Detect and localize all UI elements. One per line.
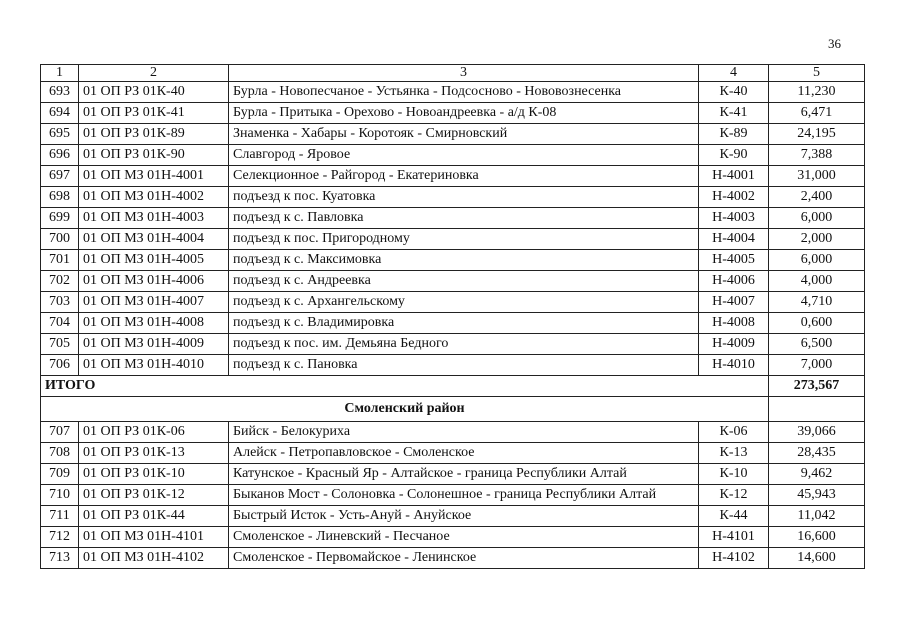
total-value: 273,567 [769, 376, 865, 397]
road-index: Н-4005 [699, 250, 769, 271]
road-code: 01 ОП РЗ 01К-12 [79, 485, 229, 506]
road-length: 6,471 [769, 103, 865, 124]
header-col-3: 3 [229, 65, 699, 82]
total-label: ИТОГО [41, 376, 769, 397]
road-index: К-44 [699, 506, 769, 527]
road-code: 01 ОП РЗ 01К-10 [79, 464, 229, 485]
roads-table [40, 64, 865, 569]
road-name: Селекционное - Райгород - Екатериновка [229, 166, 699, 187]
road-code: 01 ОП МЗ 01Н-4102 [79, 548, 229, 569]
row-number: 710 [41, 485, 79, 506]
road-code: 01 ОП МЗ 01Н-4006 [79, 271, 229, 292]
road-name: подъезд к с. Максимовка [229, 250, 699, 271]
row-number: 706 [41, 355, 79, 376]
road-index: К-40 [699, 82, 769, 103]
road-name: Быстрый Исток - Усть-Ануй - Ануйское [229, 506, 699, 527]
road-index: Н-4001 [699, 166, 769, 187]
row-number: 699 [41, 208, 79, 229]
table-row [41, 485, 865, 506]
row-number: 708 [41, 443, 79, 464]
road-name: Бурла - Новопесчаное - Устьянка - Подсосново - Нововознесенка [229, 82, 699, 103]
row-number: 712 [41, 527, 79, 548]
table-row [41, 187, 865, 208]
road-code: 01 ОП МЗ 01Н-4010 [79, 355, 229, 376]
row-number: 709 [41, 464, 79, 485]
table-row [41, 82, 865, 103]
road-length: 14,600 [769, 548, 865, 569]
table-row [41, 464, 865, 485]
road-length: 0,600 [769, 313, 865, 334]
road-code: 01 ОП РЗ 01К-06 [79, 422, 229, 443]
road-code: 01 ОП МЗ 01Н-4008 [79, 313, 229, 334]
road-name: подъезд к пос. им. Демьяна Бедного [229, 334, 699, 355]
road-index: К-41 [699, 103, 769, 124]
road-length: 39,066 [769, 422, 865, 443]
road-code: 01 ОП РЗ 01К-40 [79, 82, 229, 103]
road-length: 6,500 [769, 334, 865, 355]
road-index: К-12 [699, 485, 769, 506]
road-name: подъезд к с. Андреевка [229, 271, 699, 292]
row-number: 700 [41, 229, 79, 250]
table-row [41, 443, 865, 464]
road-length: 4,710 [769, 292, 865, 313]
road-name: Быканов Мост - Солоновка - Солонешное - граница Республики Алтай [229, 485, 699, 506]
road-length: 6,000 [769, 208, 865, 229]
road-length: 6,000 [769, 250, 865, 271]
header-col-2: 2 [79, 65, 229, 82]
road-name: Бурла - Притыка - Орехово - Новоандреевка - а/д К-08 [229, 103, 699, 124]
row-number: 698 [41, 187, 79, 208]
road-code: 01 ОП МЗ 01Н-4003 [79, 208, 229, 229]
road-index: Н-4102 [699, 548, 769, 569]
road-length: 28,435 [769, 443, 865, 464]
road-code: 01 ОП РЗ 01К-13 [79, 443, 229, 464]
section-row [41, 397, 865, 422]
road-name: Смоленское - Линевский - Песчаное [229, 527, 699, 548]
road-name: подъезд к с. Архангельскому [229, 292, 699, 313]
road-index: Н-4003 [699, 208, 769, 229]
table-row [41, 103, 865, 124]
row-number: 704 [41, 313, 79, 334]
table-row [41, 548, 865, 569]
table-row [41, 334, 865, 355]
road-index: К-13 [699, 443, 769, 464]
row-number: 696 [41, 145, 79, 166]
road-code: 01 ОП РЗ 01К-89 [79, 124, 229, 145]
table-row [41, 355, 865, 376]
road-name: Бийск - Белокуриха [229, 422, 699, 443]
road-code: 01 ОП МЗ 01Н-4101 [79, 527, 229, 548]
row-number: 711 [41, 506, 79, 527]
road-code: 01 ОП МЗ 01Н-4009 [79, 334, 229, 355]
road-length: 45,943 [769, 485, 865, 506]
road-index: К-90 [699, 145, 769, 166]
road-name: Славгород - Яровое [229, 145, 699, 166]
table-row [41, 313, 865, 334]
road-name: подъезд к с. Владимировка [229, 313, 699, 334]
row-number: 697 [41, 166, 79, 187]
table-row [41, 208, 865, 229]
section-empty-cell [769, 397, 865, 422]
road-name: Знаменка - Хабары - Коротояк - Смирновский [229, 124, 699, 145]
row-number: 703 [41, 292, 79, 313]
road-name: подъезд к пос. Пригородному [229, 229, 699, 250]
table-row [41, 145, 865, 166]
road-name: Катунское - Красный Яр - Алтайское - граница Республики Алтай [229, 464, 699, 485]
road-index: К-10 [699, 464, 769, 485]
row-number: 694 [41, 103, 79, 124]
row-number: 695 [41, 124, 79, 145]
road-length: 11,230 [769, 82, 865, 103]
road-index: Н-4004 [699, 229, 769, 250]
total-row [41, 376, 865, 397]
road-code: 01 ОП МЗ 01Н-4005 [79, 250, 229, 271]
road-index: Н-4007 [699, 292, 769, 313]
road-length: 7,000 [769, 355, 865, 376]
road-length: 24,195 [769, 124, 865, 145]
table-row [41, 250, 865, 271]
table-row [41, 527, 865, 548]
road-name: подъезд к пос. Куатовка [229, 187, 699, 208]
road-length: 11,042 [769, 506, 865, 527]
road-code: 01 ОП РЗ 01К-41 [79, 103, 229, 124]
road-name: подъезд к с. Пановка [229, 355, 699, 376]
row-number: 702 [41, 271, 79, 292]
table-row [41, 422, 865, 443]
road-index: Н-4006 [699, 271, 769, 292]
road-length: 2,400 [769, 187, 865, 208]
road-name: Смоленское - Первомайское - Ленинское [229, 548, 699, 569]
road-length: 4,000 [769, 271, 865, 292]
row-number: 705 [41, 334, 79, 355]
road-name: подъезд к с. Павловка [229, 208, 699, 229]
header-col-5: 5 [769, 65, 865, 82]
road-index: Н-4002 [699, 187, 769, 208]
row-number: 713 [41, 548, 79, 569]
section-title: Смоленский район [41, 397, 769, 422]
row-number: 693 [41, 82, 79, 103]
table-row [41, 506, 865, 527]
table-row [41, 292, 865, 313]
road-index: Н-4101 [699, 527, 769, 548]
row-number: 701 [41, 250, 79, 271]
page-number: 36 [828, 36, 841, 51]
row-number: 707 [41, 422, 79, 443]
road-length: 31,000 [769, 166, 865, 187]
road-length: 16,600 [769, 527, 865, 548]
road-code: 01 ОП РЗ 01К-44 [79, 506, 229, 527]
road-length: 9,462 [769, 464, 865, 485]
road-length: 2,000 [769, 229, 865, 250]
road-name: Алейск - Петропавловское - Смоленское [229, 443, 699, 464]
header-col-1: 1 [41, 65, 79, 82]
table-row [41, 271, 865, 292]
header-col-4: 4 [699, 65, 769, 82]
road-index: Н-4009 [699, 334, 769, 355]
table-header-row [41, 65, 865, 82]
table-row [41, 166, 865, 187]
road-code: 01 ОП МЗ 01Н-4004 [79, 229, 229, 250]
road-code: 01 ОП МЗ 01Н-4002 [79, 187, 229, 208]
road-length: 7,388 [769, 145, 865, 166]
road-code: 01 ОП МЗ 01Н-4001 [79, 166, 229, 187]
table-row [41, 124, 865, 145]
road-index: К-06 [699, 422, 769, 443]
road-index: К-89 [699, 124, 769, 145]
road-index: Н-4010 [699, 355, 769, 376]
road-index: Н-4008 [699, 313, 769, 334]
table-row [41, 229, 865, 250]
road-code: 01 ОП РЗ 01К-90 [79, 145, 229, 166]
road-code: 01 ОП МЗ 01Н-4007 [79, 292, 229, 313]
